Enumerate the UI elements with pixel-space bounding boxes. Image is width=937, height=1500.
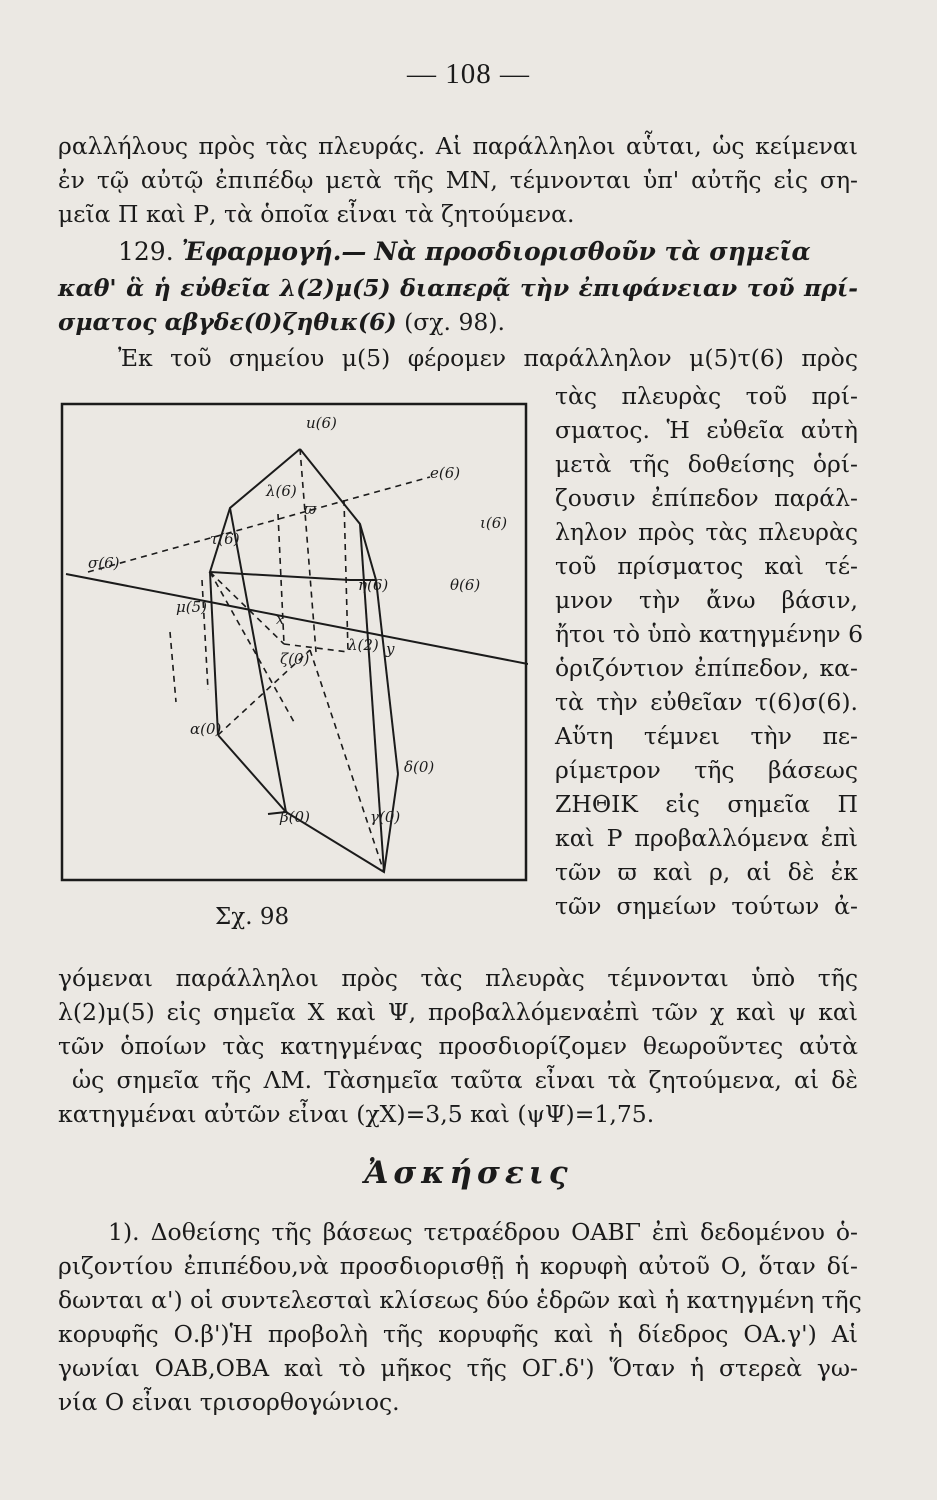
figure-reference: (σχ. 98).	[404, 308, 506, 336]
side-line: μετὰ τῆς δοθείσης ὁρί-	[555, 450, 858, 478]
exercise-line: νία Ο εἶναι τρισορθογώνιος.	[58, 1388, 400, 1416]
text-line: τῶν ὁποίων τὰς κατηγμένας προσδιορίζομεν θεωροῦντες αὐτὰ	[58, 1032, 858, 1060]
label-l2: λ(2)	[348, 636, 379, 654]
side-line: τῶν σημείων τούτων ἀ-	[555, 892, 858, 920]
label-s6: σ(6)	[88, 554, 120, 572]
side-line: καὶ Ρ προβαλλόμενα ἐπὶ	[555, 824, 858, 852]
exercise-line: κορυφῆς Ο.β')Ἡ προβολὴ τῆς κορυφῆς καὶ ἡ δίεδρος ΟΑ.γ') Αἱ	[58, 1320, 858, 1348]
label-a0: α(0)	[190, 720, 222, 738]
dashed-line	[310, 650, 384, 872]
label-x: x	[276, 610, 285, 628]
label-z0: ζ(0)	[280, 650, 310, 668]
label-u6: u(6)	[306, 414, 337, 432]
side-line: τοῦ πρίσματος καὶ τέ-	[555, 552, 858, 580]
section-129-title-line	[58, 236, 858, 268]
label-w: ϖ	[304, 500, 317, 518]
side-line: ὁριζόντιον ἐπίπεδον, κα-	[555, 654, 858, 682]
label-d0: δ(0)	[404, 758, 435, 776]
side-line: ζουσιν ἐπίπεδον παράλ-	[555, 484, 858, 512]
section-title: Ἐφαρμογή.—	[181, 237, 367, 266]
side-line: τὰς πλευρὰς τοῦ πρί-	[555, 382, 858, 410]
exercise-line: δωνται α') οἱ συντελεσταὶ κλίσεως δύο ἑδρῶν καὶ ἡ κατηγμένη τῆς	[58, 1286, 862, 1314]
label-t6: τ(6)	[210, 530, 240, 548]
side-line: τὰ τὴν εὐθεῖαν τ(6)σ(6).	[555, 688, 858, 716]
text-line: κατηγμέναι αὐτῶν εἶναι (χΧ)=3,5 καὶ (ψΨ)=1,75.	[58, 1100, 655, 1128]
side-line: σματος. Ἡ εὐθεῖα αὐτὴ	[555, 416, 858, 444]
prism-name: σματος αβγδε(0)ζηθικ(6)	[58, 308, 397, 336]
text-line: μεῖα Π καὶ Ρ, τὰ ὁποῖα εἶναι τὰ ζητούμενα.	[58, 200, 575, 228]
text-line: ραλλήλους πρὸς τὰς πλευράς. Αἱ παράλληλοι αὗται, ὡς κείμεναι	[58, 132, 858, 160]
side-line: ληλον πρὸς τὰς πλευρὰς	[555, 518, 858, 546]
label-i6: ι(6)	[480, 514, 508, 532]
text-line: γόμεναι παράλληλοι πρὸς τὰς πλευρὰς τέμνονται ὑπὸ τῆς	[58, 964, 858, 992]
dashed-line	[210, 572, 284, 644]
side-line: μνον τὴν ἄνω βάσιν,	[555, 586, 858, 614]
label-mu5: μ(5)	[176, 598, 207, 616]
label-y: y	[386, 640, 395, 658]
prism-bottom-edge	[218, 735, 401, 872]
side-line: Αὕτη τέμνει τὴν πε-	[555, 722, 858, 750]
side-line: τῶν ϖ καὶ ρ, αἱ δὲ ἐκ	[555, 858, 858, 886]
exercises-heading: Ἀσκήσεις	[364, 1155, 573, 1191]
dashed-line	[202, 580, 208, 690]
text-line: ἐν τῷ αὐτῷ ἐπιπέδῳ μετὰ τῆς ΜΝ, τέμνονται ὑπ' αὐτῆς εἰς ση-	[58, 166, 858, 194]
label-b0: β(0)	[280, 808, 310, 826]
page-number: — 108 —	[407, 58, 530, 90]
text-line: λ(2)μ(5) εἰς σημεῖα Χ καὶ Ψ, προβαλλόμεναἐπὶ τῶν χ καὶ ψ καὶ	[58, 998, 858, 1026]
label-eta6: η(6)	[358, 576, 389, 594]
prism-edge	[230, 508, 286, 812]
label-e6: e(6)	[430, 464, 461, 482]
side-line: ρίμετρον τῆς βάσεως	[555, 756, 858, 784]
dashed-line	[88, 477, 430, 572]
side-line: ἤτοι τὸ ὑπὸ κατηγμένην 6	[555, 620, 864, 648]
dashed-line	[170, 632, 176, 702]
exercise-line: ριζοντίου ἐπιπέδου,νὰ προσδιορισθῇ ἡ κορυφὴ αὐτοῦ Ο, ὅταν δί-	[58, 1252, 858, 1280]
prism-edge	[376, 580, 398, 774]
exercise-line: γωνίαι ΟΑΒ,ΟΒΑ καὶ τὸ μῆκος τῆς ΟΓ.δ') Ὅταν ἡ στερεὰ γω-	[58, 1354, 858, 1382]
label-g0: γ(0)	[370, 808, 401, 826]
label-l6: λ(6)	[266, 482, 297, 500]
section-number: 129.	[118, 237, 174, 266]
section-statement-end	[58, 306, 858, 338]
figure-caption: Σχ. 98	[215, 904, 290, 930]
exercise-line: 1). Δοθείσης τῆς βάσεως τετραέδρου ΟΑΒΓ ἐπὶ δεδομένου ὁ-	[108, 1218, 858, 1246]
label-th6: θ(6)	[450, 576, 481, 594]
section-statement: καθ' ἃ ἡ εὐθεῖα λ(2)μ(5) διαπερᾷ τὴν ἐπιφάνειαν τοῦ πρί-	[58, 274, 858, 302]
figure-98	[58, 402, 528, 882]
side-line: ΖΗΘΙΚ εἰς σημεῖα Π	[555, 790, 858, 818]
prism-edge	[210, 572, 218, 735]
section-statement: Νὰ προσδιορισθοῦν τὰ σημεῖα	[374, 237, 811, 266]
text-line: Ἐκ τοῦ σημείου μ(5) φέρομεν παράλληλον μ(5)τ(6) πρὸς	[118, 344, 858, 372]
text-line: ὡς σημεῖα τῆς ΛΜ. Τὰσημεῖα ταῦτα εἶναι τὰ ζητούμενα, αἱ δὲ	[72, 1066, 858, 1094]
